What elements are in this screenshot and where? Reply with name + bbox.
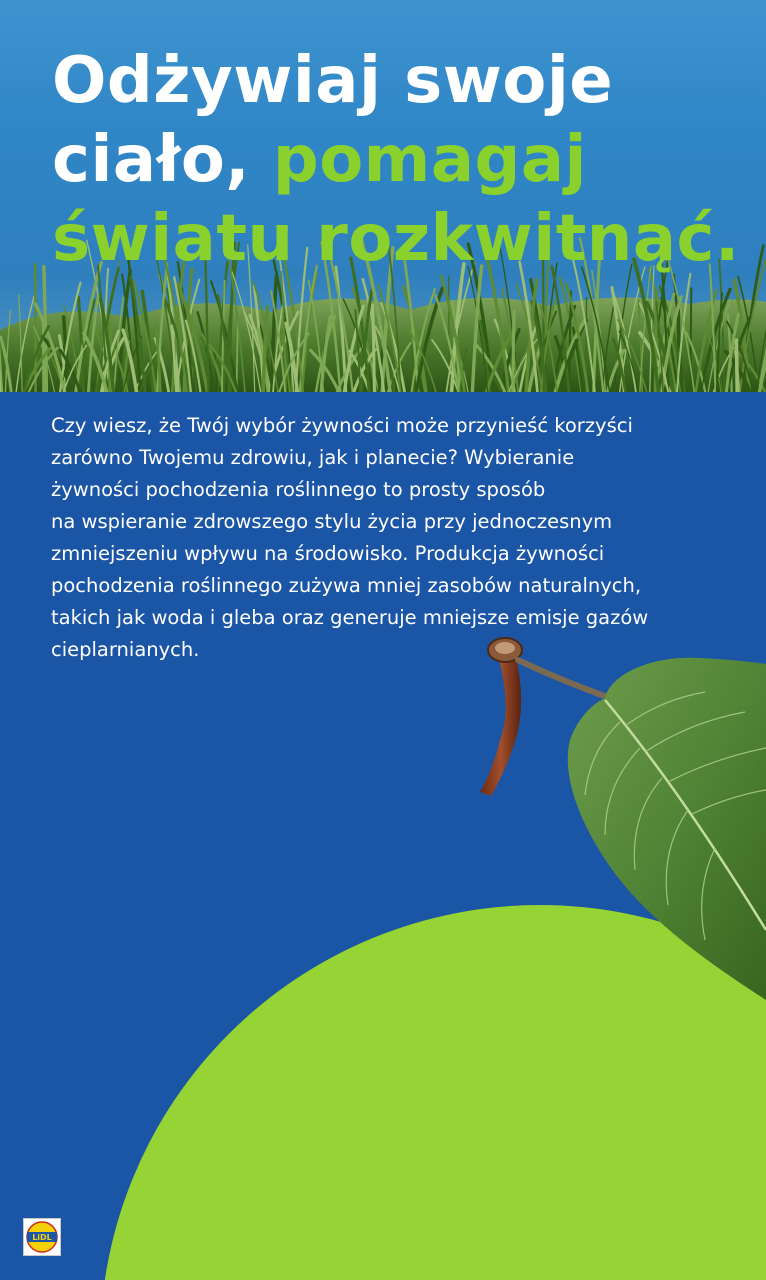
headline-line-2-white: ciało, [52, 123, 273, 197]
headline-line-2-green: pomagaj [272, 123, 587, 197]
hero-banner [0, 0, 766, 392]
body-line: Czy wiesz, że Twój wybór żywności może przynieść korzyści [51, 414, 633, 437]
apple-body [100, 905, 766, 1280]
logo-text: LiDL [32, 1233, 52, 1242]
headline-line-3: światu rozkwitnąć. [52, 202, 740, 276]
apple-stem [480, 652, 521, 796]
body-line: pochodzenia roślinnego zużywa mniej zasobów naturalnych, [51, 574, 642, 597]
apple-illustration [0, 600, 766, 1280]
headline-line-1: Odżywiaj swoje [52, 44, 614, 118]
body-line: takich jak woda i gleba oraz generuje mniejsze emisje gazów [51, 606, 649, 629]
body-line: cieplarnianych. [51, 638, 200, 661]
body-line: zmniejszeniu wpływu na środowisko. Produkcja żywności [51, 542, 605, 565]
body-line: na wspieranie zdrowszego stylu życia przy jednoczesnym [51, 510, 613, 533]
lidl-logo [23, 1218, 61, 1256]
headline [52, 42, 740, 279]
body-line: żywności pochodzenia roślinnego to prosty sposób [51, 478, 546, 501]
body-line: zarówno Twojemu zdrowiu, jak i planecie? Wybieranie [51, 446, 575, 469]
